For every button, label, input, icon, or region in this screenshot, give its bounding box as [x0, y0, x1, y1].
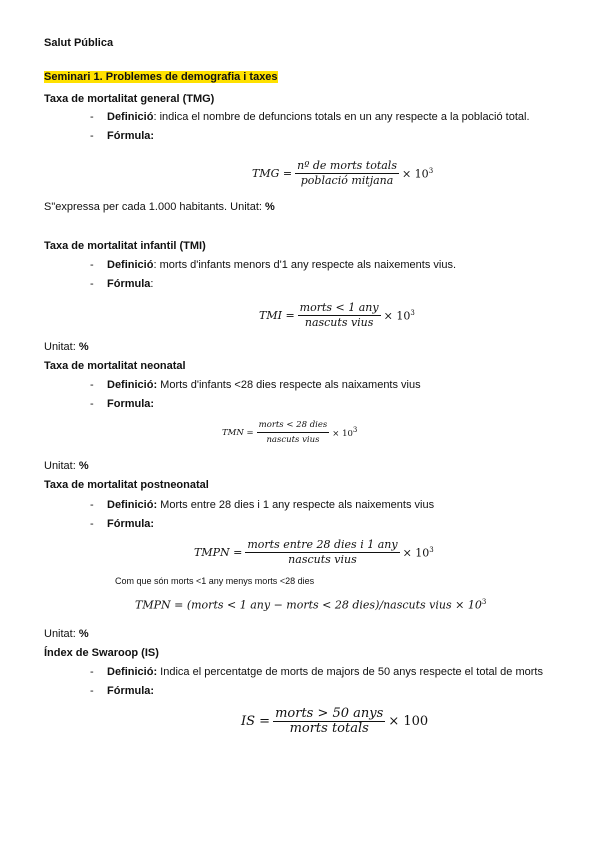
tmn-def-label: Definició:	[107, 379, 158, 391]
tmpn-aside: Com que són morts <1 any menys morts <28 dies	[115, 576, 315, 586]
is-title: Índex de Swaroop (IS)	[44, 647, 159, 659]
tmi-def-label: Definició	[107, 259, 154, 271]
tmpn-unit: Unitat: %	[44, 628, 89, 640]
tmg-fraction	[295, 160, 399, 187]
tmpn-title: Taxa de mortalitat postneonatal	[44, 479, 209, 491]
tmn-denominator: nascuts vius	[266, 435, 320, 445]
tmpn-alt-formula: TMPN = (morts < 1 any − morts < 28 dies)/nascuts vius × $10^3$	[135, 598, 487, 612]
is-lhs: IS =	[241, 714, 271, 729]
tmn-unit: Unitat: %	[44, 460, 89, 472]
tmi-formula-item: - Fórmula:	[90, 278, 154, 290]
bullet-dash: -	[90, 379, 94, 391]
tmn-formula	[222, 419, 357, 446]
bullet-dash: -	[90, 499, 94, 511]
tmpn-formula-item	[0, 518, 600, 532]
tmi-def-text: : morts d'infants menors d'1 any respecte als naixements vius.	[153, 259, 457, 271]
bullet-dash: -	[90, 111, 94, 123]
is-formula-item	[0, 685, 600, 699]
tmn-definition-item	[0, 379, 600, 393]
tmg-formula-label: Fórmula:	[107, 130, 155, 142]
tmn-formula-item	[0, 398, 600, 412]
tmg-formula-item	[0, 130, 600, 144]
tmi-definition-item	[0, 259, 600, 273]
is-formula-label: Fórmula:	[107, 685, 155, 697]
bullet-dash: -	[90, 685, 94, 697]
tmg-formula	[252, 160, 433, 187]
tmg-numerator: nº de morts totals	[297, 159, 397, 172]
is-formula	[241, 708, 428, 735]
is-fraction	[273, 708, 385, 735]
tmpn-def-label: Definició:	[107, 499, 158, 511]
bullet-dash: -	[90, 130, 94, 142]
tmpn-def-text: Morts entre 28 dies i 1 any respecte als naixements vius	[157, 499, 435, 511]
is-multiplier: × 100	[388, 714, 429, 729]
tmg-title: Taxa de mortalitat general (TMG)	[44, 93, 215, 105]
tmpn-numerator: morts entre 28 dies i 1 any	[247, 538, 398, 551]
tmpn-denominator: nascuts vius	[288, 553, 357, 566]
tmi-formula-label: Fórmula	[107, 278, 151, 290]
tmi-formula	[259, 302, 415, 329]
tmi-fraction	[298, 302, 381, 329]
tmg-note: S"expressa per cada 1.000 habitants. Unitat: %	[44, 201, 275, 213]
tmg-denominator: població mitjana	[300, 174, 394, 187]
is-definition-item	[0, 666, 600, 680]
tmi-lhs: TMI =	[259, 309, 295, 322]
seminar-title: Seminari 1. Problemes de demografia i taxes	[44, 71, 278, 83]
bullet-dash: -	[90, 278, 94, 290]
tmn-def-text: Morts d'infants <28 dies respecte als naixaments vius	[157, 379, 421, 391]
tmi-multiplier: × $10^3$	[383, 308, 415, 323]
tmg-multiplier: × $10^3$	[401, 166, 434, 181]
bullet-dash: -	[90, 398, 94, 410]
tmn-multiplier: × $10^3$	[332, 426, 358, 439]
tmpn-formula	[194, 539, 434, 566]
tmg-def-label: Definició	[107, 111, 154, 123]
is-numerator: morts > 50 anys	[275, 706, 384, 721]
is-denominator: morts totals	[289, 721, 369, 736]
is-def-text: Indica el percentatge de morts de majors de 50 anys respecte el total de morts	[157, 666, 543, 678]
tmg-def-text: : indica el nombre de defuncions totals en un any respecte a la població total.	[153, 111, 530, 123]
tmi-unit: Unitat: %	[44, 341, 89, 353]
tmn-fraction	[257, 419, 330, 446]
subject-header: Salut Pública	[44, 37, 114, 49]
bullet-dash: -	[90, 518, 94, 530]
tmn-title: Taxa de mortalitat neonatal	[44, 360, 186, 372]
tmpn-multiplier: × $10^3$	[402, 545, 434, 560]
tmpn-lhs: TMPN =	[194, 546, 243, 559]
tmn-lhs: TMN =	[222, 427, 254, 438]
bullet-dash: -	[90, 259, 94, 271]
tmpn-formula-label: Fórmula:	[107, 518, 155, 530]
tmi-title: Taxa de mortalitat infantil (TMI)	[44, 240, 206, 252]
tmpn-definition-item	[0, 499, 600, 513]
tmi-denominator: nascuts vius	[304, 316, 374, 329]
tmn-formula-label: Formula:	[107, 398, 155, 410]
is-def-label: Definició:	[107, 666, 158, 678]
tmi-numerator: morts < 1 any	[299, 301, 379, 314]
bullet-dash: -	[90, 666, 94, 678]
tmpn-fraction	[245, 539, 399, 566]
tmg-lhs: TMG =	[252, 167, 293, 180]
tmg-definition-item	[0, 111, 600, 125]
tmn-numerator: morts < 28 dies	[257, 419, 330, 433]
